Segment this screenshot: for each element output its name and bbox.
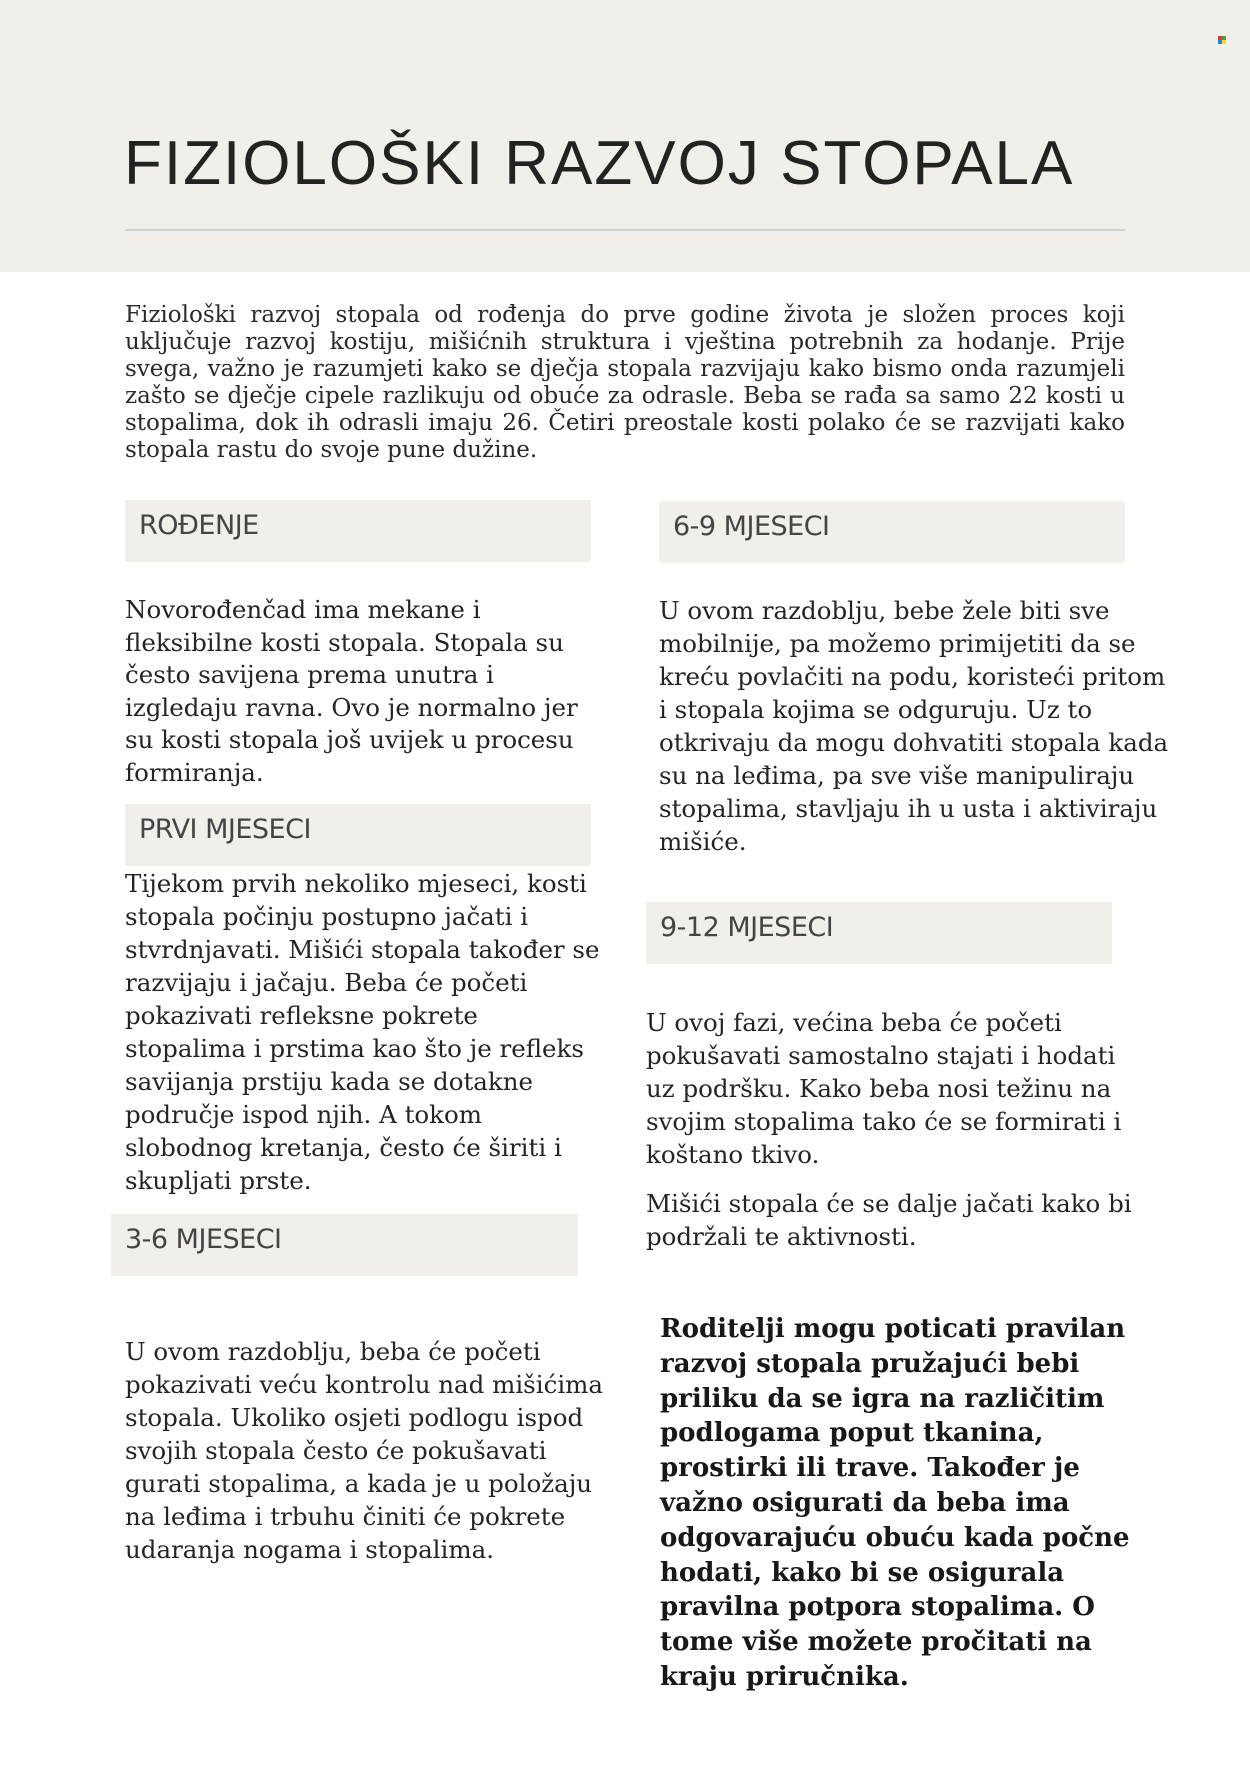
corner-logo-icon: [1218, 36, 1226, 44]
title-divider: [125, 229, 1125, 231]
section-text-3-6-mjeseci: U ovom razdoblju, beba će početi pokazivati veću kontrolu nad mišićima stopala. Ukoliko osjeti podlogu ispod svojih stopala često će pokušavati gurati stopalima, a kada je u položaju na leđima i trbuhu činiti će pokrete udaranja nogama i stopalima.: [125, 1337, 603, 1564]
section-heading-9-12-mjeseci: 9-12 MJESECI: [646, 902, 1112, 964]
section-text-9-12-mjeseci-2: Mišići stopala će se dalje jačati kako bi podržali te aktivnosti.: [646, 1189, 1132, 1251]
section-heading-prvi-mjeseci: PRVI MJESECI: [125, 804, 591, 866]
section-text-rodjenje: Novorođenčad ima mekane i fleksibilne kosti stopala. Stopala su često savijena prema unutra i izgledaju ravna. Ovo je normalno jer su kosti stopala još uvijek u procesu formiranja.: [125, 595, 578, 787]
intro-paragraph: Fiziološki razvoj stopala od rođenja do prve godine života je složen proces koji uključuje razvoj kostiju, mišićnih struktura i vještina potrebnih za hodanje. Prije svega, važno je razumjeti kako se dječja stopala razvijaju kako bismo onda razumjeli zašto se dječje cipele razlikuju od obuće za odrasle. Beba se rađa sa samo 22 kosti u stopalima, dok ih odrasli imaju 26. Četiri preostale kosti polako će se razvijati kako stopala rastu do svoje pune dužine.: [125, 302, 1125, 463]
section-heading-3-6-mjeseci: 3-6 MJESECI: [111, 1214, 578, 1276]
section-text-6-9-mjeseci: U ovom razdoblju, bebe žele biti sve mobilnije, pa možemo primijetiti da se kreću povlačiti na podu, koristeći pritom i stopala kojima se odguruju. Uz to otkrivaju da mogu dohvatiti stopala kada su na leđima, pa sve više manipuliraju stopalima, stavljaju ih u usta i aktiviraju mišiće.: [659, 596, 1169, 856]
section-text-prvi-mjeseci: Tijekom prvih nekoliko mjeseci, kosti stopala počinju postupno jačati i stvrdnjavati. Mišići stopala također se razvijaju i jačaju. Beba će početi pokazivati refleksne pokrete stopalima i prstima kao što je refleks savijanja prstiju kada se dotakne područje ispod njih. A tokom slobodnog kretanja, često će širiti i skupljati prste.: [125, 869, 600, 1195]
section-text-9-12-mjeseci: U ovoj fazi, većina beba će početi pokušavati samostalno stajati i hodati uz podršku. Kako beba nosi težinu na svojim stopalima tako će se formirati i koštano tkivo.: [646, 1008, 1122, 1169]
page-title: FIZIOLOŠKI RAZVOJ STOPALA: [124, 129, 1075, 198]
header-band: [0, 0, 1250, 272]
section-heading-rodjenje: ROĐENJE: [125, 500, 591, 562]
callout-paragraph: Roditelji mogu poticati pravilan razvoj stopala pružajući bebi priliku da se igra na različitim podlogama poput tkanina, prostirki ili trave. Također je važno osigurati da beba ima odgovarajuću obuću kada počne hodati, kako bi se osigurala pravilna potpora stopalima. O tome više možete pročitati na kraju priručnika.: [660, 1314, 1130, 1692]
section-heading-6-9-mjeseci: 6-9 MJESECI: [659, 501, 1125, 563]
